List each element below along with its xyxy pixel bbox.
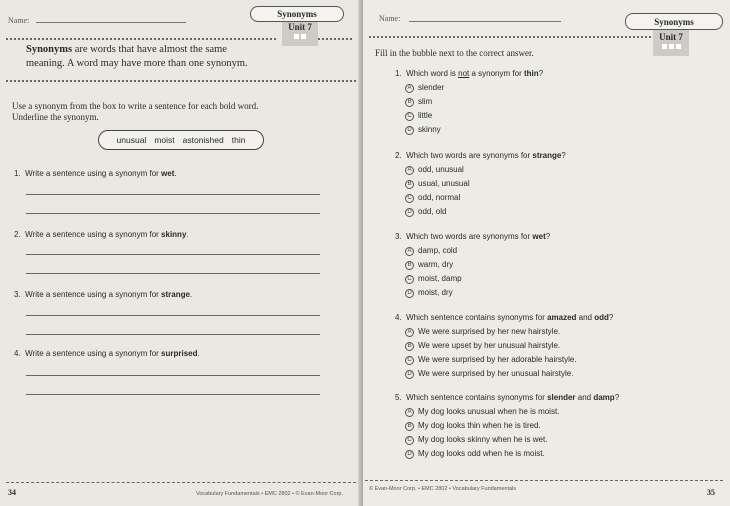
option-text: My dog looks thin when he is tired.: [418, 421, 541, 430]
option-d[interactable]: [405, 288, 453, 298]
option-b[interactable]: [405, 260, 453, 270]
bubble-c[interactable]: C: [405, 436, 414, 445]
option-b[interactable]: [405, 341, 560, 351]
question-end: ?: [561, 151, 566, 160]
question-number: 4.: [14, 349, 21, 358]
option-text: My dog looks unusual when he is moist.: [418, 407, 560, 416]
bubble-c[interactable]: C: [405, 356, 414, 365]
question-text: a synonym for: [469, 69, 524, 78]
option-text: My dog looks odd when he is moist.: [418, 449, 545, 458]
option-c[interactable]: [405, 435, 547, 445]
answer-line[interactable]: [26, 375, 320, 376]
bubble-d[interactable]: D: [405, 370, 414, 379]
option-d[interactable]: [405, 207, 446, 217]
bubble-c[interactable]: C: [405, 112, 414, 121]
option-text: odd, old: [418, 207, 447, 216]
bubble-c[interactable]: C: [405, 194, 414, 203]
option-text: moist, dry: [418, 288, 453, 297]
question-2: [14, 230, 189, 240]
option-text: warm, dry: [418, 260, 454, 269]
answer-line[interactable]: [26, 334, 320, 335]
question-number: 2.: [395, 151, 402, 160]
option-c[interactable]: [405, 111, 432, 121]
option-text: skinny: [418, 125, 441, 134]
option-text: slim: [418, 97, 433, 106]
question-number: 2.: [14, 230, 21, 239]
question-text: Which word is: [406, 69, 459, 78]
question-keyword: slender: [547, 393, 576, 402]
question-end: .: [189, 290, 193, 299]
right-page: [363, 0, 730, 506]
question-text: Write a sentence using a synonym for: [25, 230, 162, 239]
question-text: and: [576, 313, 595, 322]
option-a[interactable]: [405, 246, 457, 256]
option-text: moist, damp: [418, 274, 462, 283]
option-text: We were upset by her unusual hairstyle.: [418, 341, 561, 350]
question-number: 5.: [395, 393, 402, 402]
question-keyword: surprised: [161, 349, 198, 358]
question-text: Write a sentence using a synonym for: [25, 349, 162, 358]
option-text: We were surprised by her adorable hairstyle.: [418, 355, 577, 364]
instruction: Fill in the bubble next to the correct answer.: [375, 48, 534, 58]
option-c[interactable]: [405, 355, 577, 365]
bubble-a[interactable]: A: [405, 84, 414, 93]
option-text: damp, cold: [418, 246, 458, 255]
option-text: My dog looks skinny when he is wet.: [418, 435, 548, 444]
option-a[interactable]: [405, 327, 560, 337]
bottom-divider: [6, 482, 356, 483]
question-text: and: [575, 393, 594, 402]
bubble-b[interactable]: B: [405, 98, 414, 107]
option-a[interactable]: [405, 407, 559, 417]
bubble-b[interactable]: B: [405, 261, 414, 270]
name-line[interactable]: [409, 21, 561, 22]
question-end: .: [197, 349, 200, 358]
answer-line[interactable]: [26, 254, 320, 255]
answer-line[interactable]: [26, 213, 320, 214]
top-divider: [369, 36, 651, 38]
option-text: odd, normal: [418, 193, 461, 202]
page-number: 34: [8, 488, 16, 497]
bottom-divider: [365, 480, 723, 481]
question-keyword: thin: [523, 69, 539, 78]
bubble-a[interactable]: A: [405, 166, 414, 175]
name-label: Name:: [8, 16, 30, 25]
option-text: We were surprised by her unusual hairstyle.: [418, 369, 574, 378]
bubble-b[interactable]: B: [405, 180, 414, 189]
word-box: [98, 130, 264, 150]
unit-tab: [653, 30, 689, 56]
top-divider-end: [318, 38, 352, 40]
option-text: We were surprised by her new hairstyle.: [418, 327, 561, 336]
question-keyword: skinny: [161, 230, 187, 239]
question-end: ?: [608, 313, 614, 322]
question-number: 3.: [14, 290, 21, 299]
unit-label: Unit 7: [288, 22, 312, 32]
top-divider: [6, 38, 276, 40]
question-text: Which two words are synonyms for: [406, 151, 533, 160]
question-number: 1.: [395, 69, 402, 78]
intro-divider: [6, 80, 356, 82]
answer-line[interactable]: [26, 394, 320, 395]
question-text: Which two words are synonyms for: [406, 232, 533, 241]
instruction-line-2: Underline the synonym.: [12, 112, 99, 122]
left-page: [0, 0, 363, 506]
option-c[interactable]: [405, 274, 462, 284]
word-box-item: thin: [231, 135, 246, 145]
question-text: Write a sentence using a synonym for: [25, 290, 162, 299]
word-box-item: moist: [154, 135, 175, 145]
mc-question-5: [395, 393, 619, 403]
option-d[interactable]: [405, 369, 573, 379]
question-text: Which sentence contains synonyms for: [406, 313, 548, 322]
option-a[interactable]: [405, 165, 464, 175]
mc-question-4: [395, 313, 613, 323]
question-1: [14, 169, 177, 179]
question-keyword: amazed: [547, 313, 577, 322]
question-text: Which sentence contains synonyms for: [406, 393, 548, 402]
question-keyword: wet: [161, 169, 175, 178]
worksheet-title: Synonyms: [625, 13, 723, 30]
option-text: usual, unusual: [418, 179, 470, 188]
intro-term: Synonyms: [26, 44, 73, 55]
question-number: 4.: [395, 313, 402, 322]
question-3: [14, 290, 192, 300]
option-d[interactable]: [405, 125, 441, 135]
question-keyword: strange: [161, 290, 190, 299]
question-keyword: damp: [593, 393, 615, 402]
option-text: odd, unusual: [418, 165, 464, 174]
bubble-d[interactable]: D: [405, 126, 414, 135]
question-keyword: wet: [532, 232, 546, 241]
option-b[interactable]: [405, 179, 470, 189]
answer-line[interactable]: [26, 194, 320, 195]
worksheet-title: Synonyms: [250, 6, 344, 22]
option-a[interactable]: [405, 83, 444, 93]
bubble-d[interactable]: D: [405, 450, 414, 459]
bubble-c[interactable]: C: [405, 275, 414, 284]
question-keyword: strange: [532, 151, 562, 160]
word-box-item: astonished: [182, 135, 224, 145]
question-end: .: [186, 230, 189, 239]
word-box-item: unusual: [116, 135, 147, 145]
name-line[interactable]: [36, 22, 186, 23]
footer-credit: © Evan-Moor Corp. • EMC 2802 • Vocabulary Fundamentals: [369, 486, 516, 492]
question-keyword: odd: [594, 313, 609, 322]
option-c[interactable]: [405, 193, 460, 203]
mc-question-2: [395, 151, 566, 161]
answer-line[interactable]: [26, 315, 320, 316]
option-text: little: [418, 111, 433, 120]
bubble-d[interactable]: D: [405, 289, 414, 298]
intro-line2: meaning. A word may have more than one synonym.: [26, 58, 248, 69]
question-end: ?: [614, 393, 620, 402]
unit-squares: [282, 34, 318, 39]
unit-squares: [653, 44, 689, 49]
mc-question-3: [395, 232, 550, 242]
intro-definition: [26, 43, 346, 71]
question-end: .: [174, 169, 177, 178]
footer-credit: Vocabulary Fundamentals • EMC 2802 • © Evan-Moor Corp.: [196, 491, 343, 497]
mc-question-1: [395, 69, 543, 79]
option-b[interactable]: [405, 421, 541, 431]
question-number: 1.: [14, 169, 21, 178]
unit-label: Unit 7: [659, 32, 683, 42]
option-b[interactable]: [405, 97, 432, 107]
question-4: [14, 349, 200, 359]
bubble-a[interactable]: A: [405, 247, 414, 256]
question-number: 3.: [395, 232, 402, 241]
page-number: 35: [707, 488, 715, 497]
bubble-d[interactable]: D: [405, 208, 414, 217]
instruction-line-1: Use a synonym from the box to write a sentence for each bold word.: [12, 101, 259, 111]
intro-line1: are words that have almost the same: [72, 44, 227, 55]
question-emphasis: not: [458, 69, 470, 78]
option-d[interactable]: [405, 449, 545, 459]
name-label: Name:: [379, 14, 401, 23]
option-text: slender: [418, 83, 445, 92]
answer-line[interactable]: [26, 273, 320, 274]
question-end: ?: [545, 232, 551, 241]
bubble-a[interactable]: A: [405, 408, 414, 417]
bubble-b[interactable]: B: [405, 422, 414, 431]
bubble-a[interactable]: A: [405, 328, 414, 337]
bubble-b[interactable]: B: [405, 342, 414, 351]
question-text: Write a sentence using a synonym for: [25, 169, 162, 178]
question-end: ?: [538, 69, 544, 78]
instructions: [12, 101, 352, 123]
